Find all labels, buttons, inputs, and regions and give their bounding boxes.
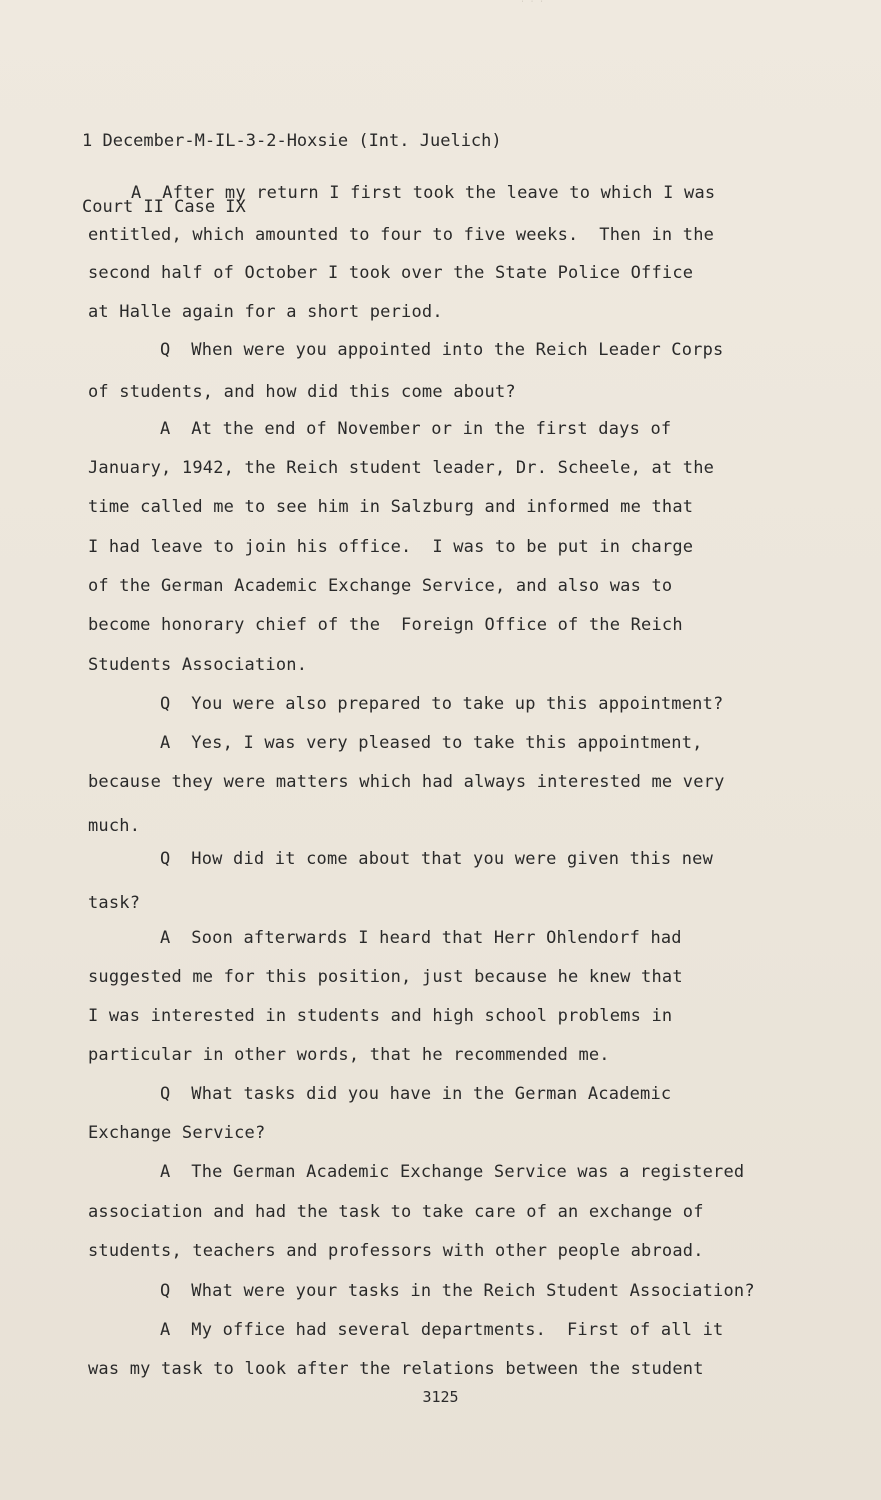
body-line: second half of October I took over the State Police Office [88, 263, 694, 283]
body-line: Q What were your tasks in the Reich Student Association? [160, 1281, 755, 1301]
body-line: January, 1942, the Reich student leader, Dr. Scheele, at the [88, 458, 715, 478]
body-line: because they were matters which had always interested me very [88, 772, 725, 792]
body-line: students, teachers and professors with other people abroad. [88, 1241, 704, 1261]
body-line: A Yes, I was very pleased to take this appointment, [160, 733, 703, 753]
body-line: A My office had several departments. First of all it [160, 1320, 724, 1340]
body-line: Students Association. [88, 655, 308, 675]
body-line: Q When were you appointed into the Reich Leader Corps [160, 340, 724, 360]
body-line: Q You were also prepared to take up this appointment? [160, 694, 724, 714]
header-line-2: Court II Case IX [82, 197, 246, 217]
body-line: association and had the task to take care of an exchange of [88, 1202, 704, 1222]
body-line: I was interested in students and high school problems in [88, 1006, 673, 1026]
body-line: of the German Academic Exchange Service, and also was to [88, 576, 673, 596]
header-line-1: 1 December-M-IL-3-2-Hoxsie (Int. Juelich) [82, 131, 502, 151]
body-line: at Halle again for a short period. [88, 302, 443, 322]
body-line: entitled, which amounted to four to five weeks. Then in the [88, 225, 715, 245]
body-line: suggested me for this position, just because he knew that [88, 967, 683, 987]
body-line: particular in other words, that he recommended me. [88, 1045, 610, 1065]
body-line: I had leave to join his office. I was to be put in charge [88, 537, 694, 557]
page-number: 3125 [422, 1388, 459, 1406]
body-line: time called me to see him in Salzburg and informed me that [88, 497, 694, 517]
body-line: Exchange Service? [88, 1123, 266, 1143]
body-line: become honorary chief of the Foreign Office of the Reich [88, 615, 683, 635]
body-line: A Soon afterwards I heard that Herr Ohlendorf had [160, 928, 682, 948]
scan-mark: ˙ ˙ ˙ [520, 0, 545, 9]
body-line: Q What tasks did you have in the German Academic [160, 1084, 672, 1104]
body-line: A After my return I first took the leave to which I was [131, 183, 716, 203]
body-line: of students, and how did this come about? [88, 382, 516, 402]
body-line: Q How did it come about that you were given this new [160, 849, 714, 869]
body-line: task? [88, 893, 141, 913]
body-line: A The German Academic Exchange Service was a registered [160, 1162, 745, 1182]
body-line: much. [88, 816, 141, 836]
body-line: A At the end of November or in the first days of [160, 419, 672, 439]
body-line: was my task to look after the relations between the student [88, 1359, 704, 1379]
